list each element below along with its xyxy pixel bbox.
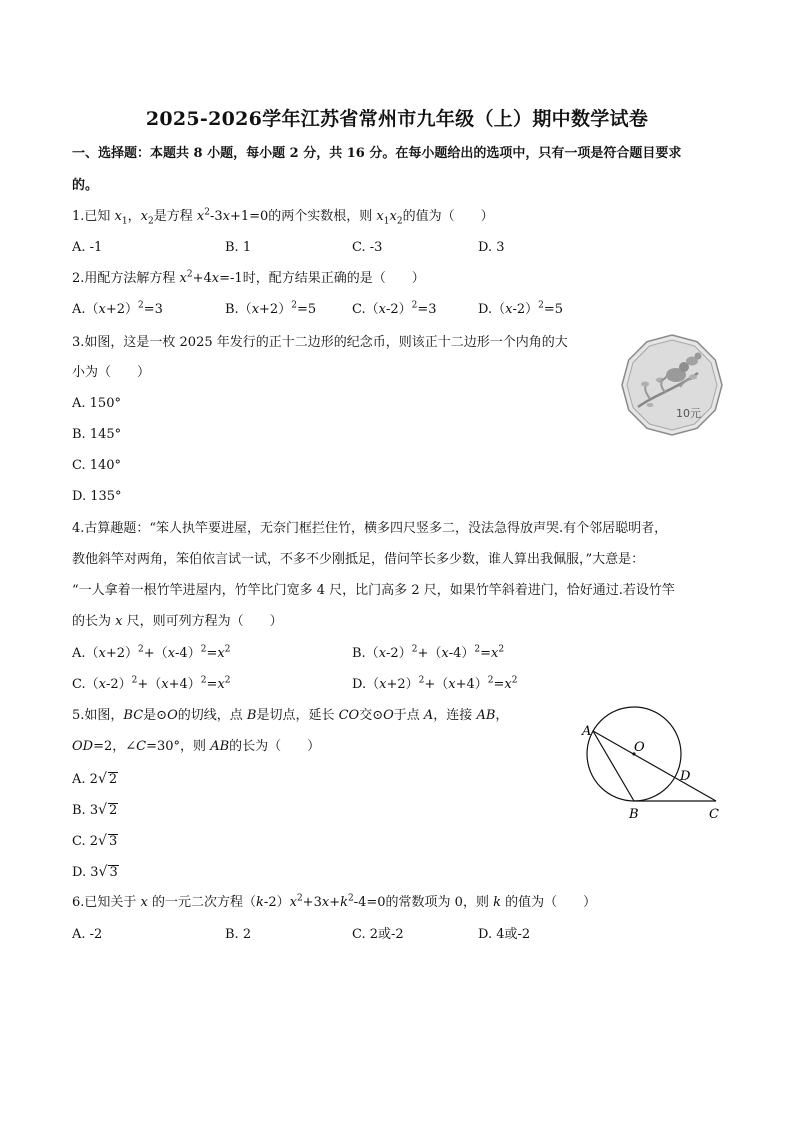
question-4-option-c: $C.(x-2)^2+(x+4)^2=x^2$ [72,675,231,692]
coin-leaf [641,382,649,387]
question-4-stem: 4.古算趣题：“笨人执竿要进屋，无奈门框拦住竹，横多四尺竖多二，没法急得放声哭.有个邻居聪明者， [72,521,668,536]
coin-leaf [689,375,697,380]
question-4-option-d: $D.(x+2)^2+(x+4)^2=x^2$ [352,675,518,692]
chord-ab [593,731,634,801]
question-2-option-a: $A.(x+2)^2=3$ [72,300,163,317]
coin-denomination: 10元 [676,407,701,420]
question-2-option-b: $B.(x+2)^2=5$ [225,300,317,317]
question-6-stem: 6.已知关于 x 的一元二次方程$(k-2)x^2+3x+k^2-4=0$的常数项为 0，则 k 的值为（ ） [72,893,597,910]
coin-leaf [647,403,654,407]
question-2-stem: 2.用配方法解方程 $x^2+4x=-1$时，配方结果正确的是（ ） [72,269,425,286]
question-1-option-c: C. -3 [352,240,383,255]
question-3-option-d: D. 135° [72,489,122,504]
question-4-option-a: $A.(x+2)^2+(x-4)^2=x^2$ [72,644,231,661]
circle-tangent-figure [578,704,728,824]
page-title: 2025-2026学年江苏省常州市九年级（上）期中数学试卷 [145,108,649,130]
question-6-option-b: B. 2 [225,927,252,942]
question-4-stem-cont: 的长为 x 尺，则可列方程为（ ） [72,614,283,629]
question-2-option-c: $C.(x-2)^2=3$ [352,300,437,317]
question-5-option-c: C. 2√ 3 [72,833,118,849]
question-1-option-a: A. -1 [72,240,103,255]
question-5-stem-cont: OD=2，∠C=30°，则 AB的长为（ ） [72,739,321,754]
label-c: C [709,807,719,822]
label-o: O [634,740,645,755]
question-3-option-a: A. 150° [72,396,121,411]
label-b: B [629,807,639,822]
coin-bird2-head [695,353,702,360]
question-3-option-c: C. 140° [72,458,122,473]
question-1-option-b: B. 1 [225,240,252,255]
question-2-option-d: $D.(x-2)^2=5$ [478,300,564,317]
question-6-option-a: A. -2 [72,927,103,942]
section-heading-cont: 的。 [72,178,99,193]
question-3-option-b: B. 145° [72,427,122,442]
question-4-option-b: $B.(x-2)^2+(x-4)^2=x^2$ [352,644,505,661]
question-6-option-c: C. 2或-2 [352,927,404,942]
question-4-stem-cont: “一人拿着一根竹竿进屋内，竹竿比门宽多 4 尺，比门高多 2 尺，如果竹竿斜着进门，恰好通过.若设竹竿 [72,583,675,598]
section-heading: 一、选择题：本题共 8 小题，每小题 2 分，共 16 分。在每小题给出的选项中，只有一项是符合题目要求 [72,146,682,161]
question-6-option-d: D. 4或-2 [478,927,531,942]
question-5-stem: 5.如图，BC是⊙O的切线，点 B是切点，延长 CO交⊙O于点 A，连接 AB， [72,708,509,723]
question-1-option-d: D. 3 [478,240,505,255]
question-5-option-a: A. 2√ 2 [72,771,118,787]
question-3-stem: 3.如图，这是一枚 2025 年发行的正十二边形的纪念币，则该正十二边形一个内角的大 [72,335,568,350]
question-4-stem-cont: 教他斜竿对两角，笨伯依言试一试，不多不少刚抵足，借问竿长多少数，谁人算出我佩服，”大意是： [72,552,645,567]
label-a: A [582,724,592,739]
question-5-option-b: B. 3√ 2 [72,802,118,818]
question-1-stem: 1.已知 $x_1$，$x_2$是方程 $x^2-3x+1=0$的两个实数根，则 $x_1x_2$的值为（ ） [72,207,494,227]
secant-line-ac [593,731,716,801]
question-3-stem-cont: 小为（ ） [72,365,151,380]
label-d: D [680,769,691,784]
question-5-option-d: D. 3√ 3 [72,864,118,880]
dodecagon-coin-figure [620,333,724,437]
